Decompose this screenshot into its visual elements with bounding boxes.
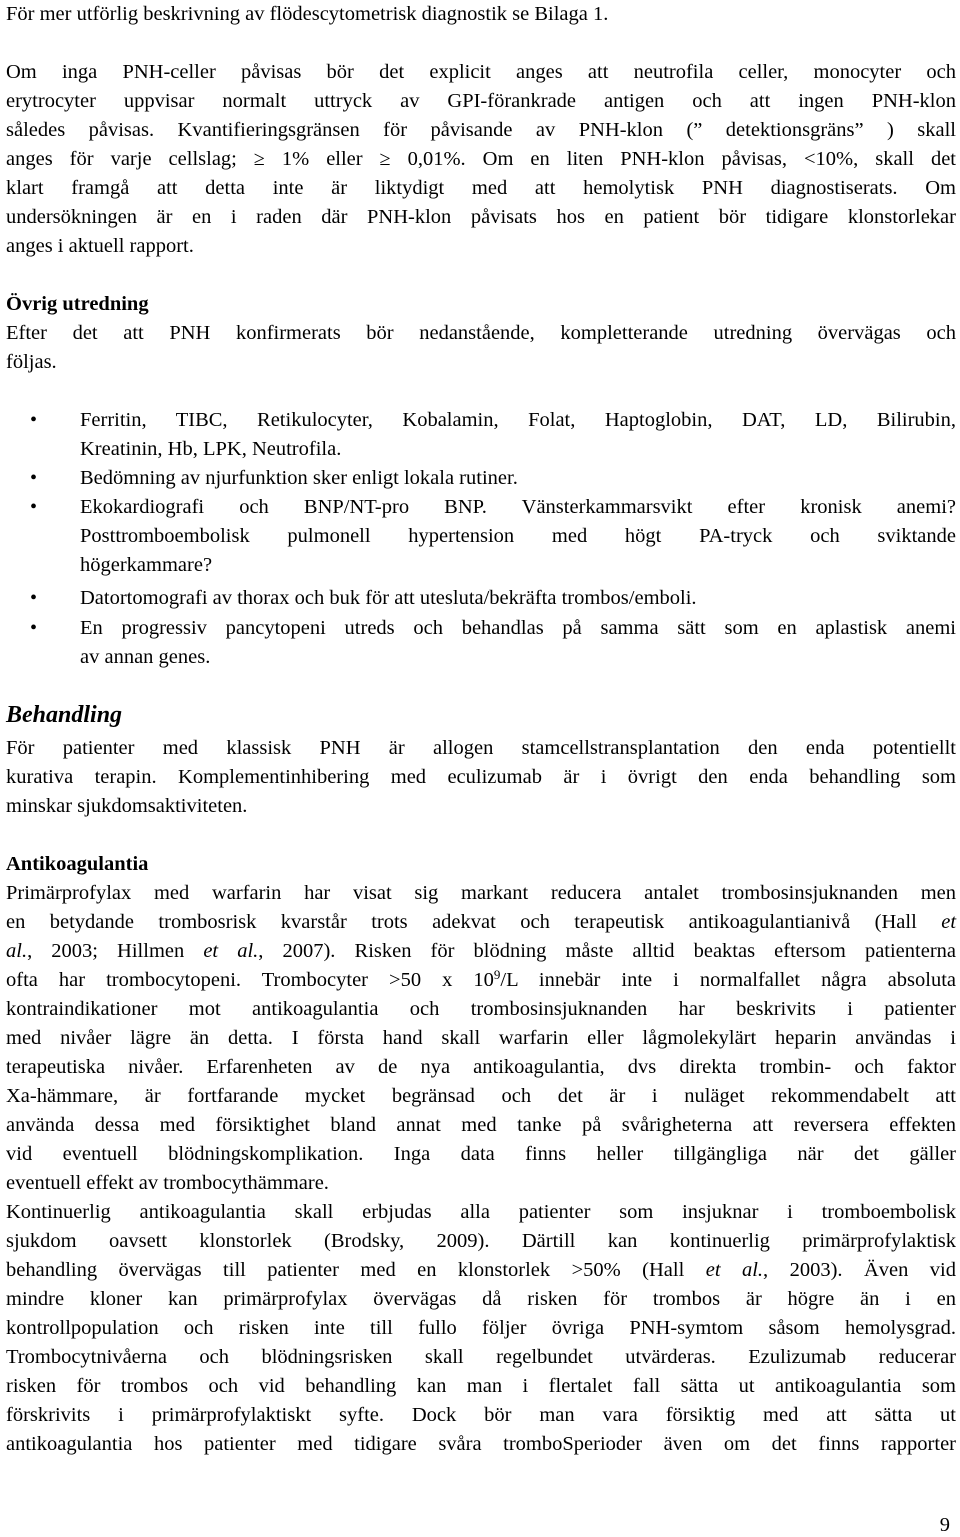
list-item-line: högerkammare?: [80, 554, 213, 576]
antikoag-paragraph-line: [6, 1256, 956, 1285]
ovrig-paragraph-line: följas.: [6, 351, 57, 373]
antikoag-paragraph-line: Xa-hämmare, är fortfarande mycket begränsad och det är i nuläget rekommendabelt att: [6, 1085, 956, 1107]
greater-equal-symbol: ≥: [379, 148, 391, 170]
antikoag-paragraph-line: sjukdom oavsett klonstorlek (Brodsky, 2009). Därtill kan kontinuerlig primärprofylaktisk: [6, 1230, 956, 1252]
section-heading-behandling: Behandling: [6, 702, 123, 728]
pnh-paragraph-line: anges i aktuell rapport.: [6, 235, 194, 257]
list-item-line: Posttromboembolisk pulmonell hypertension med högt PA-tryck och sviktande: [80, 525, 956, 547]
text-fragment: ofta har trombocytopeni. Trombocyter >50 x 10: [6, 969, 494, 991]
list-item-line: En progressiv pancytopeni utreds och behandlas på samma sätt som en aplastisk anemi: [80, 617, 956, 639]
antikoag-paragraph-line: förskrivits i primärprofylaktiskt syfte. Dock bör man vara försiktig med att sätta ut: [6, 1404, 956, 1426]
pnh-paragraph-line: således påvisas. Kvantifieringsgränsen för påvisande av PNH-klon (” detektionsgräns” ) skall: [6, 119, 956, 141]
bullet-icon: •: [30, 587, 38, 609]
list-item-line: Kreatinin, Hb, LPK, Neutrofila.: [80, 438, 342, 460]
behandling-paragraph-line: För patienter med klassisk PNH är allogen stamcellstransplantation den enda potentiellt: [6, 737, 956, 759]
list-item-line: Bedömning av njurfunktion sker enligt lokala rutiner.: [80, 467, 518, 489]
pnh-paragraph-line: undersökningen är en i raden där PNH-klon påvisats hos en patient bör tidigare klonstorlekar: [6, 206, 956, 228]
text-fragment: anges för varje cellslag;: [6, 148, 237, 170]
antikoag-paragraph-line: [6, 966, 956, 995]
text-fragment: , 2003). Även vid: [763, 1259, 956, 1281]
antikoag-paragraph-line: kontrollpopulation och risken inte till fullo följer övriga PNH-symtom såsom hemolysgrad.: [6, 1317, 956, 1339]
pnh-paragraph-line: klart framgå att detta inte är liktydigt med att hemolytisk PNH diagnostiserats. Om: [6, 177, 956, 199]
text-fragment: 1% eller: [264, 148, 380, 170]
text-fragment: /L innebär inte i normalfallet några absoluta: [500, 969, 956, 991]
list-item-line: Ferritin, TIBC, Retikulocyter, Kobalamin, Folat, Haptoglobin, DAT, LD, Bilirubin,: [80, 409, 956, 431]
pnh-paragraph-line: [6, 145, 956, 174]
bullet-icon: •: [30, 409, 38, 431]
list-item-line: Datortomografi av thorax och buk för att utesluta/bekräfta trombos/emboli.: [80, 587, 697, 609]
antikoag-paragraph-line: använda dessa med försiktighet bland annat med tanke på svårigheterna att reversera effekten: [6, 1114, 956, 1136]
behandling-paragraph-line: minskar sjukdomsaktiviteten.: [6, 795, 248, 817]
antikoag-paragraph-line: Kontinuerlig antikoagulantia skall erbjudas alla patienter som insjuknar i tromboembolisk: [6, 1201, 956, 1223]
superscript: 9: [493, 967, 501, 982]
antikoag-paragraph-line: vid eventuell blödningskomplikation. Inga data finns heller tillgängliga när det gäller: [6, 1143, 956, 1165]
italic-text: et al.: [203, 940, 259, 962]
antikoag-paragraph-line: risken för trombos och vid behandling kan man i flertalet fall sätta ut antikoagulantia som: [6, 1375, 956, 1397]
italic-text: et: [941, 911, 957, 933]
antikoag-paragraph-line: med nivåer lägre än detta. I första hand skall warfarin eller lågmolekylärt heparin användas i: [6, 1027, 956, 1049]
text-fragment: 0,01%. Om en liten PNH-klon påvisas, <10%, skall det: [390, 148, 956, 170]
italic-text: al.: [6, 940, 28, 962]
antikoag-paragraph-line: eventuell effekt av trombocythämmare.: [6, 1172, 329, 1194]
pnh-paragraph-line: Om inga PNH-celler påvisas bör det explicit anges att neutrofila celler, monocyter och: [6, 61, 956, 83]
list-item-line: av annan genes.: [80, 646, 211, 668]
antikoag-paragraph-line: Trombocytnivåerna och blödningsrisken skall regelbundet utvärderas. Ezulizumab reducerar: [6, 1346, 956, 1368]
antikoag-paragraph-line: kontraindikationer mot antikoagulantia och trombosinsjuknanden har beskrivits i patienter: [6, 998, 956, 1020]
bullet-icon: •: [30, 617, 38, 639]
bullet-icon: •: [30, 467, 38, 489]
ovrig-paragraph-line: Efter det att PNH konfirmerats bör nedanstående, kompletterande utredning övervägas och: [6, 322, 956, 344]
bullet-icon: •: [30, 496, 38, 518]
page-number: 9: [939, 1514, 950, 1536]
text-fragment: behandling övervägas till patienter med en klonstorlek >50% (Hall: [6, 1259, 685, 1281]
italic-text: et al.: [705, 1259, 764, 1281]
antikoag-paragraph-line: terapeutiska nivåer. Erfarenheten av de nya antikoagulantia, dvs direkta trombin- och faktor: [6, 1056, 956, 1078]
section-heading-antikoagulantia: Antikoagulantia: [6, 853, 149, 875]
antikoag-paragraph-line: mindre kloner kan primärprofylax övervägas då risken för trombos är högre än i en: [6, 1288, 956, 1310]
bilaga-reference-line: För mer utförlig beskrivning av flödescytometrisk diagnostik se Bilaga 1.: [6, 3, 609, 25]
list-item-line: Ekokardiografi och BNP/NT-pro BNP. Vänsterkammarsvikt efter kronisk anemi?: [80, 496, 956, 518]
pnh-paragraph-line: erytrocyter uppvisar normalt uttryck av GPI-förankrade antigen och att ingen PNH-klon: [6, 90, 956, 112]
text-fragment: , 2003; Hillmen: [27, 940, 185, 962]
antikoag-paragraph-line: Primärprofylax med warfarin har visat sig markant reducera antalet trombosinsjuknanden men: [6, 882, 956, 904]
antikoag-paragraph-line: [6, 908, 956, 937]
antikoag-paragraph-line: antikoagulantia hos patienter med tidigare svåra tromboSperioder även om det finns rapporter: [6, 1433, 956, 1455]
text-fragment: , 2007). Risken för blödning måste alltid beaktas eftersom patienterna: [258, 940, 956, 962]
antikoag-paragraph-line: [6, 937, 956, 966]
greater-equal-symbol: ≥: [253, 148, 265, 170]
behandling-paragraph-line: kurativa terapin. Komplementinhibering med eculizumab är i övrigt den enda behandling som: [6, 766, 956, 788]
section-heading-ovrig-utredning: Övrig utredning: [6, 293, 149, 315]
text-fragment: en betydande trombosrisk kvarstår trots adekvat och terapeutisk antikoagulantianivå (Hall: [6, 911, 917, 933]
